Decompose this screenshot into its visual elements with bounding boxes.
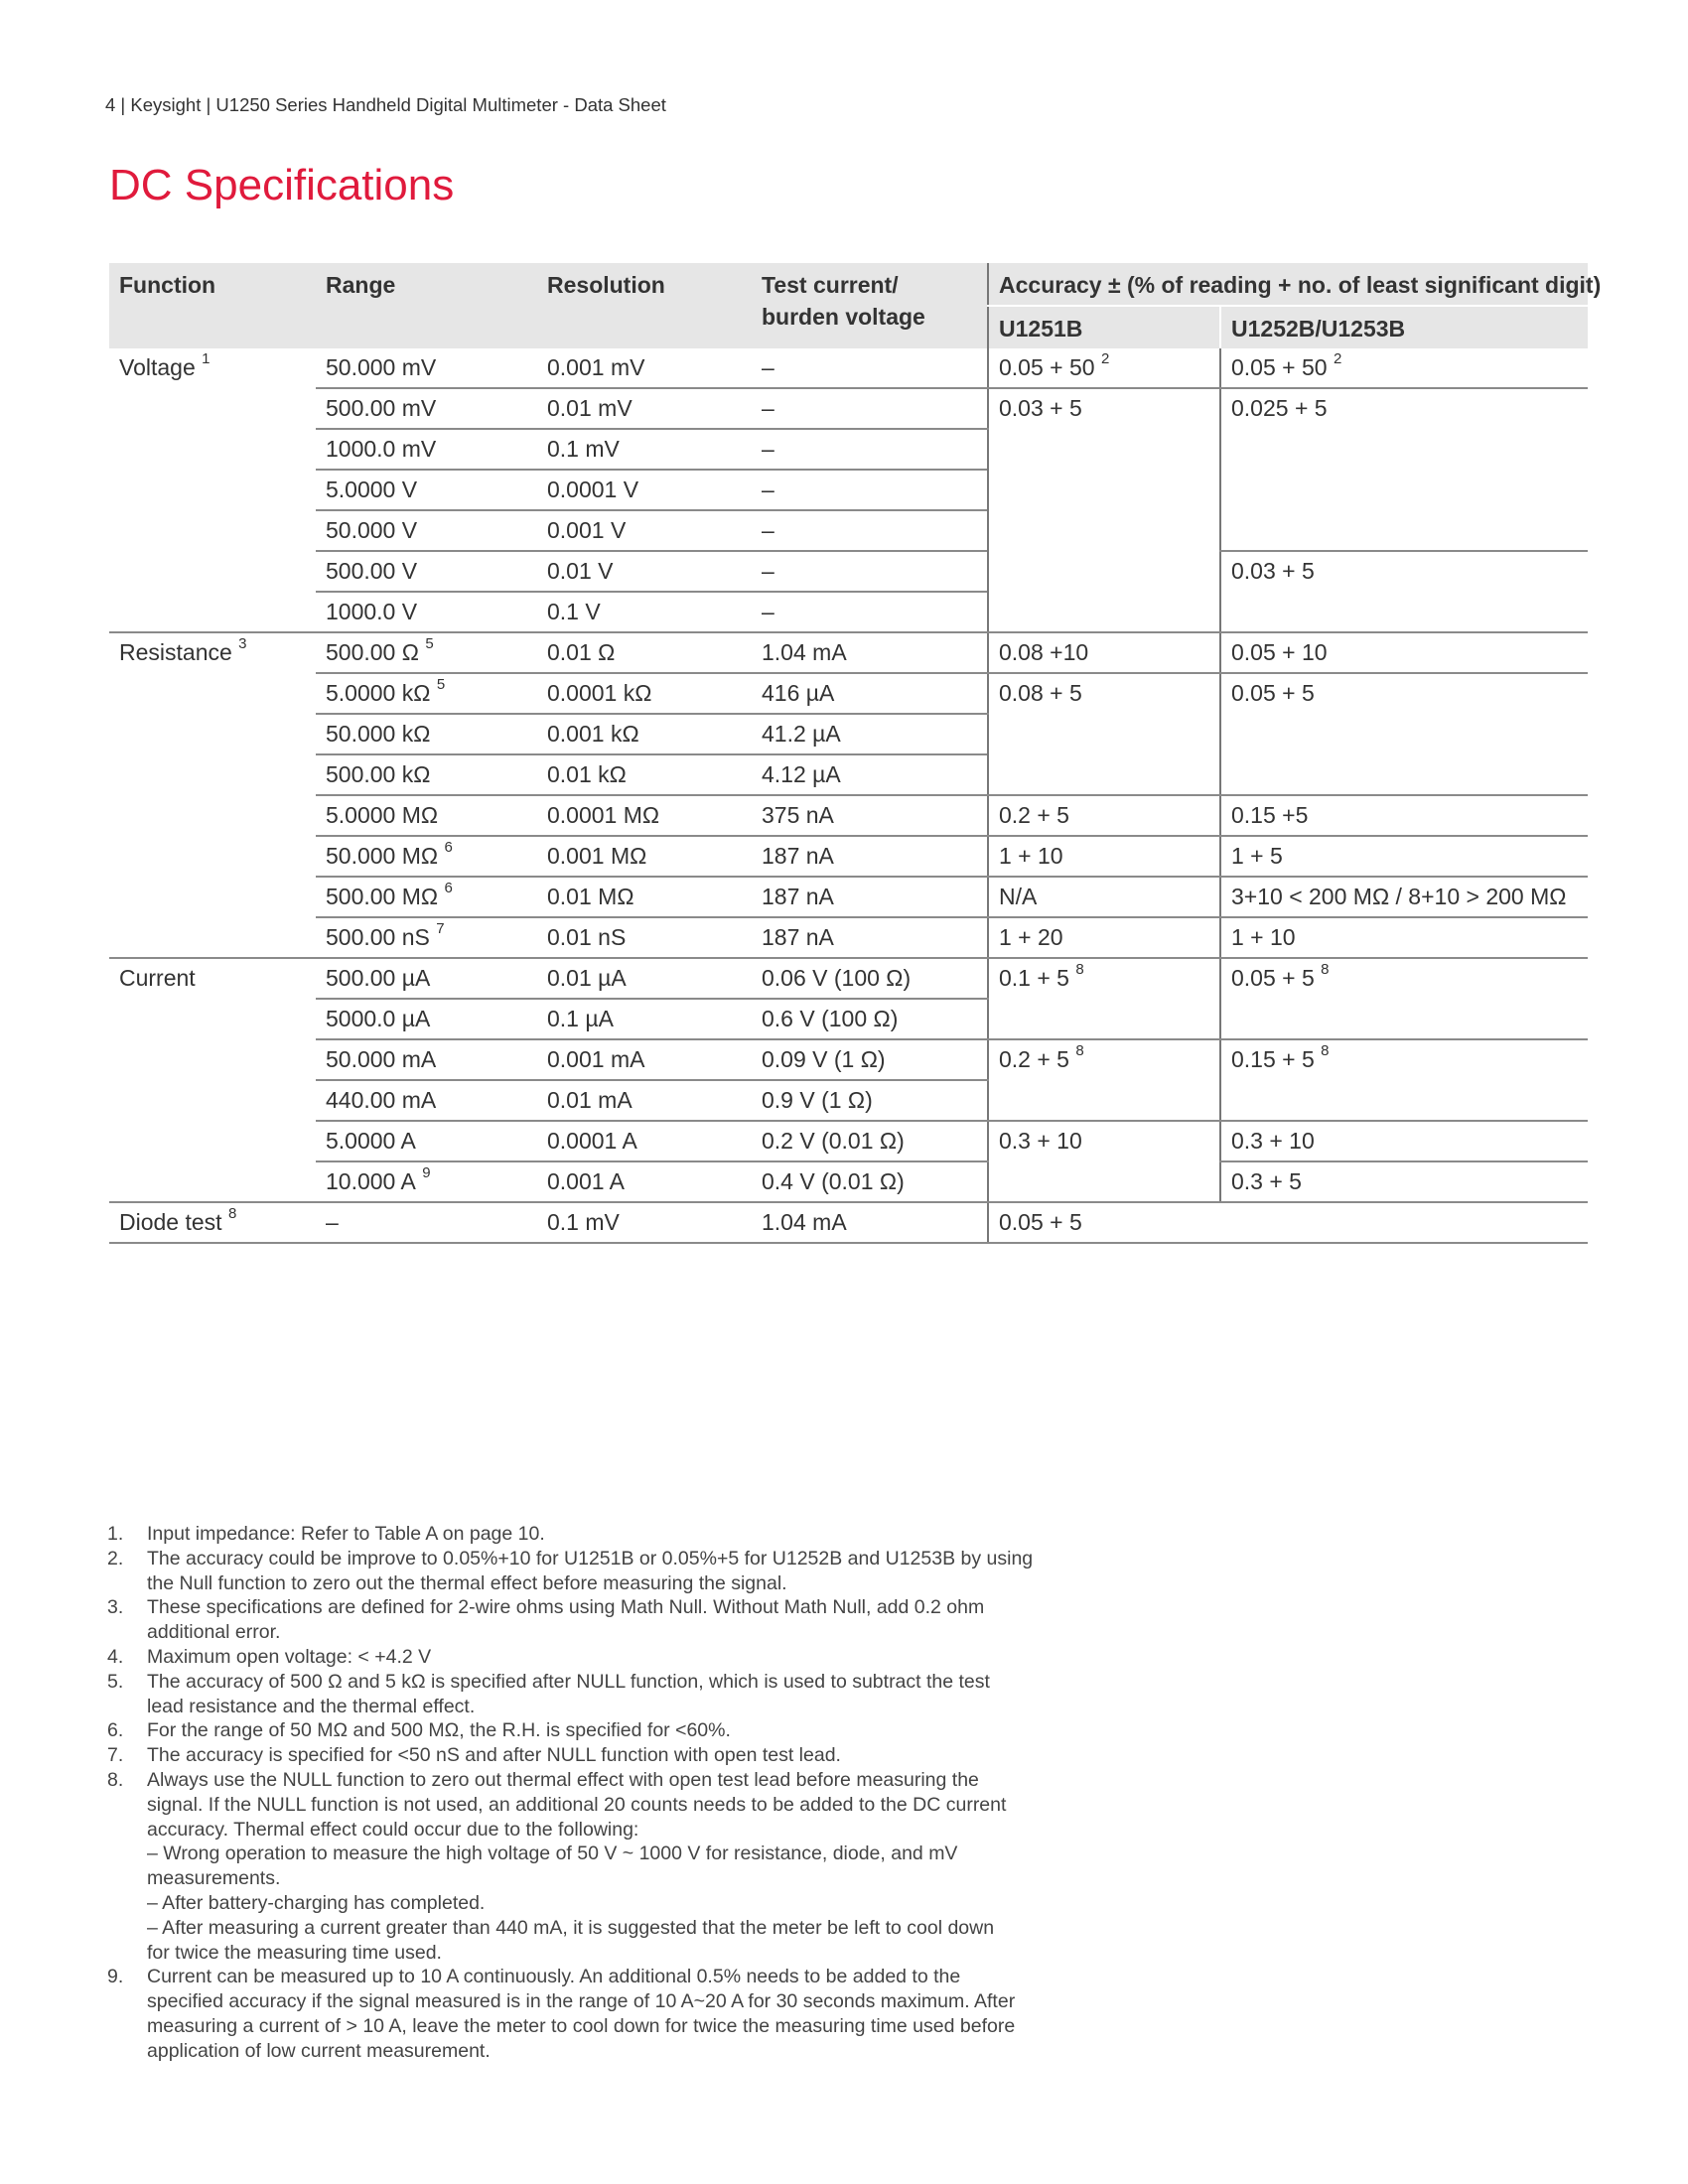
accuracy-u1251b-cell [988,1039,1220,1121]
accuracy-b-text: 0.03 + 5 [1231,558,1315,584]
table-row [109,632,1588,673]
footnote-line: Input impedance: Refer to Table A on page 10. [147,1523,545,1545]
accuracy-b-text: 0.05 + 5 [1231,965,1315,991]
range-cell [316,632,537,673]
resolution-cell: 0.001 A [537,1161,752,1202]
footnote-line: – After measuring a current greater than 440 mA, it is suggested that the meter be left to cool down [147,1916,995,1939]
accuracy-u1251b-cell [988,836,1220,877]
table-row [109,917,1588,958]
resolution-cell: 0.0001 A [537,1121,752,1161]
accuracy-b-text: 0.15 + 5 [1231,1046,1315,1072]
accuracy-b-text: 0.15 +5 [1231,802,1309,828]
function-cell [109,632,316,958]
accuracy-a-text: 0.1 + 5 [999,965,1069,991]
footnote-line: Current can be measured up to 10 A continuously. An additional 0.5% needs to be added to the [147,1966,961,1988]
accuracy-u1251b-cell [988,632,1220,673]
test-current-cell: 0.2 V (0.01 Ω) [752,1121,988,1161]
range-footnote-ref: 7 [436,920,445,938]
resolution-cell: 0.001 mV [537,348,752,388]
accuracy-u1251b-cell [988,348,1220,388]
range-text: 50.000 mA [326,1046,437,1072]
accuracy-a-text: 0.05 + 50 [999,354,1095,380]
range-text: 50.000 mV [326,354,437,380]
accuracy-u1252b-cell [1220,348,1588,388]
range-cell [316,348,537,388]
range-cell [316,1161,537,1202]
accuracy-b-text: 0.3 + 10 [1231,1128,1315,1154]
test-current-cell: – [752,348,988,388]
footnote-number: 7. [107,1744,124,1767]
resolution-cell: 0.001 V [537,510,752,551]
range-cell [316,470,537,510]
footnote-line: measuring a current of > 10 A, leave the meter to cool down for twice the measuring time used before [147,2014,1016,2037]
footnote-line: The accuracy of 500 Ω and 5 kΩ is specified after NULL function, which is used to subtract the test [147,1670,990,1693]
test-current-cell: 0.06 V (100 Ω) [752,958,988,999]
test-current-cell: – [752,551,988,592]
range-text: 5.0000 MΩ [326,802,439,828]
accuracy-u1251b-cell [988,795,1220,836]
header-resolution: Resolution [537,263,752,348]
accuracy-u1252b-cell [1220,1039,1588,1121]
accuracy-a-text: 0.08 + 5 [999,680,1082,706]
footnote-line: specified accuracy if the signal measured is in the range of 10 A~20 A for 30 seconds maximum. After [147,1990,1016,2013]
accuracy-a-text: 0.03 + 5 [999,395,1082,421]
test-current-cell: – [752,470,988,510]
footnote-line: – Wrong operation to measure the high voltage of 50 V ~ 1000 V for resistance, diode, and mV [147,1843,958,1865]
accuracy-a-footnote-ref: 2 [1100,350,1110,368]
footnote-item [107,1522,1100,1547]
footnote-line: measurements. [147,1867,281,1890]
range-cell [316,673,537,714]
accuracy-u1251b-cell [988,958,1220,1039]
table-row [109,1121,1588,1161]
test-current-cell: 187 nA [752,917,988,958]
range-text: 500.00 µA [326,965,431,991]
accuracy-u1251b-cell [988,1121,1220,1202]
test-current-cell: 0.4 V (0.01 Ω) [752,1161,988,1202]
test-current-cell: 1.04 mA [752,632,988,673]
accuracy-b-footnote-ref: 2 [1333,350,1342,368]
accuracy-b-text: 0.025 + 5 [1231,395,1328,421]
accuracy-u1252b-cell [1220,673,1588,795]
resolution-cell: 0.01 nS [537,917,752,958]
footnote-number: 9. [107,1966,124,1988]
accuracy-a-text: N/A [999,884,1038,909]
range-footnote-ref: 5 [425,635,434,653]
footnote-line: for twice the measuring time used. [147,1941,442,1964]
header-test-current-line2: burden voltage [762,304,925,330]
header-function: Function [109,263,316,348]
accuracy-b-footnote-ref: 8 [1321,961,1330,979]
accuracy-u1251b-cell [988,388,1220,632]
range-cell [316,999,537,1039]
test-current-cell: 41.2 µA [752,714,988,754]
accuracy-a-footnote-ref: 8 [1075,961,1084,979]
resolution-cell: 0.001 kΩ [537,714,752,754]
resolution-cell: 0.001 MΩ [537,836,752,877]
accuracy-b-text: 0.05 + 10 [1231,639,1328,665]
range-cell [316,1202,537,1243]
range-cell [316,754,537,795]
resolution-cell: 0.1 mV [537,1202,752,1243]
accuracy-u1252b-cell [1220,917,1588,958]
table-row [109,673,1588,714]
resolution-cell: 0.01 MΩ [537,877,752,917]
footnote-line: application of low current measurement. [147,2039,491,2062]
accuracy-b-text: 0.05 + 50 [1231,354,1328,380]
range-cell [316,551,537,592]
accuracy-u1252b-cell [1220,836,1588,877]
function-footnote-ref: 8 [227,1205,237,1223]
footnote-number: 2. [107,1547,124,1570]
footnote-number: 1. [107,1523,124,1545]
footnote-line: accuracy. Thermal effect could occur due to the following: [147,1818,639,1841]
function-cell [109,958,316,1202]
footnote-item [107,1965,1100,2063]
resolution-cell: 0.01 V [537,551,752,592]
accuracy-u1252b-cell [1220,795,1588,836]
footnote-item [107,1547,1100,1596]
test-current-cell: 187 nA [752,836,988,877]
footnote-item [107,1595,1100,1645]
range-text: 1000.0 V [326,599,418,624]
footnote-line: lead resistance and the thermal effect. [147,1695,476,1717]
test-current-cell: 1.04 mA [752,1202,988,1243]
table-row [109,836,1588,877]
accuracy-u1252b-cell [1220,632,1588,673]
accuracy-u1252b-cell [1220,1121,1588,1161]
accuracy-u1252b-cell [1220,877,1588,917]
page-title: DC Specifications [109,161,455,209]
range-cell [316,388,537,429]
range-cell [316,958,537,999]
accuracy-b-text: 3+10 < 200 MΩ / 8+10 > 200 MΩ [1231,884,1567,909]
test-current-cell: 187 nA [752,877,988,917]
footnote-line: Maximum open voltage: < +4.2 V [147,1645,432,1668]
range-text: 50.000 kΩ [326,721,431,747]
footnote-line: The accuracy could be improve to 0.05%+10 for U1251B or 0.05%+5 for U1252B and U1253B by using [147,1547,1034,1570]
range-text: 500.00 V [326,558,418,584]
footnote-number: 5. [107,1670,124,1693]
resolution-cell: 0.01 µA [537,958,752,999]
test-current-cell: – [752,429,988,470]
table-row [109,795,1588,836]
dc-spec-table [109,263,1602,1244]
function-text: Diode test [119,1209,222,1235]
range-cell [316,510,537,551]
function-footnote-ref: 3 [238,635,247,653]
table-row [109,1039,1588,1080]
range-footnote-ref: 5 [436,676,446,694]
test-current-cell: – [752,388,988,429]
range-text: 500.00 MΩ [326,884,439,909]
test-current-cell: – [752,510,988,551]
range-text: 440.00 mA [326,1087,437,1113]
footnote-line: The accuracy is specified for <50 nS and after NULL function with open test lead. [147,1744,841,1767]
accuracy-b-text: 0.05 + 5 [1231,680,1315,706]
accuracy-b-text: 0.3 + 5 [1231,1168,1302,1194]
accuracy-b-footnote-ref: 8 [1321,1042,1330,1060]
resolution-cell: 0.01 kΩ [537,754,752,795]
accuracy-b-text: 1 + 10 [1231,924,1296,950]
resolution-cell: 0.0001 kΩ [537,673,752,714]
range-text: 10.000 A [326,1168,416,1194]
accuracy-a-text: 0.3 + 10 [999,1128,1082,1154]
range-cell [316,877,537,917]
range-text: 5.0000 kΩ [326,680,431,706]
range-cell [316,917,537,958]
resolution-cell: 0.0001 MΩ [537,795,752,836]
range-text: – [326,1209,339,1235]
header-model-u1252b-u1253b: U1252B/U1253B [1220,306,1588,348]
test-current-cell: 416 µA [752,673,988,714]
range-cell [316,592,537,632]
test-current-cell: 0.6 V (100 Ω) [752,999,988,1039]
range-text: 1000.0 mV [326,436,437,462]
range-cell [316,795,537,836]
footnote-line: signal. If the NULL function is not used, an additional 20 counts needs to be added to the DC current [147,1793,1007,1816]
table-row [109,1202,1588,1243]
range-text: 50.000 V [326,517,418,543]
range-cell [316,1039,537,1080]
resolution-cell: 0.1 mV [537,429,752,470]
accuracy-a-text: 1 + 10 [999,843,1063,869]
function-text: Current [119,965,196,991]
range-text: 500.00 kΩ [326,761,431,787]
table-row [109,1161,1588,1202]
resolution-cell: 0.0001 V [537,470,752,510]
table-row [109,388,1588,429]
accuracy-u1252b-cell [1220,958,1588,1039]
resolution-cell: 0.1 V [537,592,752,632]
accuracy-u1251b-cell [988,1202,1588,1243]
range-text: 500.00 mV [326,395,437,421]
resolution-cell: 0.01 Ω [537,632,752,673]
resolution-cell: 0.001 mA [537,1039,752,1080]
table-row [109,877,1588,917]
test-current-cell: 0.09 V (1 Ω) [752,1039,988,1080]
accuracy-a-text: 0.2 + 5 [999,802,1069,828]
resolution-cell: 0.1 µA [537,999,752,1039]
range-cell [316,836,537,877]
table-row [109,958,1588,999]
page-header: 4 | Keysight | U1250 Series Handheld Digital Multimeter - Data Sheet [105,94,666,115]
range-footnote-ref: 9 [422,1164,431,1182]
footnotes [107,1522,1100,2064]
footnote-line: These specifications are defined for 2-wire ohms using Math Null. Without Math Null, add 0.2 ohm [147,1596,985,1619]
footnote-number: 4. [107,1645,124,1668]
test-current-cell: 4.12 µA [752,754,988,795]
footnote-number: 6. [107,1719,124,1742]
header-test-current-line1: Test current/ [762,272,899,298]
accuracy-a-text: 0.05 + 5 [999,1209,1082,1235]
accuracy-u1251b-cell [988,877,1220,917]
footnote-number: 3. [107,1596,124,1619]
range-cell [316,1080,537,1121]
footnote-item [107,1645,1100,1670]
footnote-line: additional error. [147,1621,281,1644]
range-text: 5.0000 A [326,1128,416,1154]
footnote-number: 8. [107,1768,124,1791]
header-model-u1251b: U1251B [988,306,1220,348]
table-row [109,348,1588,388]
accuracy-u1251b-cell [988,673,1220,795]
accuracy-u1252b-cell [1220,1161,1588,1202]
header-range: Range [316,263,537,348]
accuracy-u1251b-cell [988,917,1220,958]
footnote-line: Always use the NULL function to zero out thermal effect with open test lead before measuring the [147,1768,979,1791]
test-current-cell: – [752,592,988,632]
accuracy-a-footnote-ref: 8 [1075,1042,1084,1060]
footnote-item [107,1670,1100,1719]
accuracy-a-text: 0.08 +10 [999,639,1089,665]
range-cell [316,1121,537,1161]
function-footnote-ref: 1 [202,350,211,368]
footnote-line: – After battery-charging has completed. [147,1891,486,1914]
resolution-cell: 0.01 mV [537,388,752,429]
accuracy-b-text: 1 + 5 [1231,843,1283,869]
footnote-item [107,1718,1100,1743]
range-text: 500.00 nS [326,924,430,950]
header-test-current [752,263,988,348]
function-cell [109,348,316,632]
accuracy-u1252b-cell [1220,551,1588,632]
footnote-line: the Null function to zero out the thermal effect before measuring the signal. [147,1571,787,1594]
range-text: 50.000 MΩ [326,843,439,869]
test-current-cell: 375 nA [752,795,988,836]
function-text: Voltage [119,354,196,380]
range-text: 500.00 Ω [326,639,419,665]
accuracy-a-text: 0.2 + 5 [999,1046,1069,1072]
range-text: 5.0000 V [326,477,418,502]
table-row [109,551,1588,592]
function-cell [109,1202,316,1243]
header-accuracy: Accuracy ± (% of reading + no. of least significant digit) [988,263,1588,306]
range-footnote-ref: 6 [444,839,453,857]
function-text: Resistance [119,639,232,665]
footnote-line: For the range of 50 MΩ and 500 MΩ, the R.H. is specified for <60%. [147,1719,731,1742]
accuracy-u1252b-cell [1220,388,1588,551]
range-cell [316,714,537,754]
test-current-cell: 0.9 V (1 Ω) [752,1080,988,1121]
resolution-cell: 0.01 mA [537,1080,752,1121]
footnote-item [107,1743,1100,1768]
accuracy-a-text: 1 + 20 [999,924,1063,950]
range-text: 5000.0 µA [326,1006,431,1031]
footnote-item [107,1768,1100,1965]
range-footnote-ref: 6 [444,880,453,897]
range-cell [316,429,537,470]
